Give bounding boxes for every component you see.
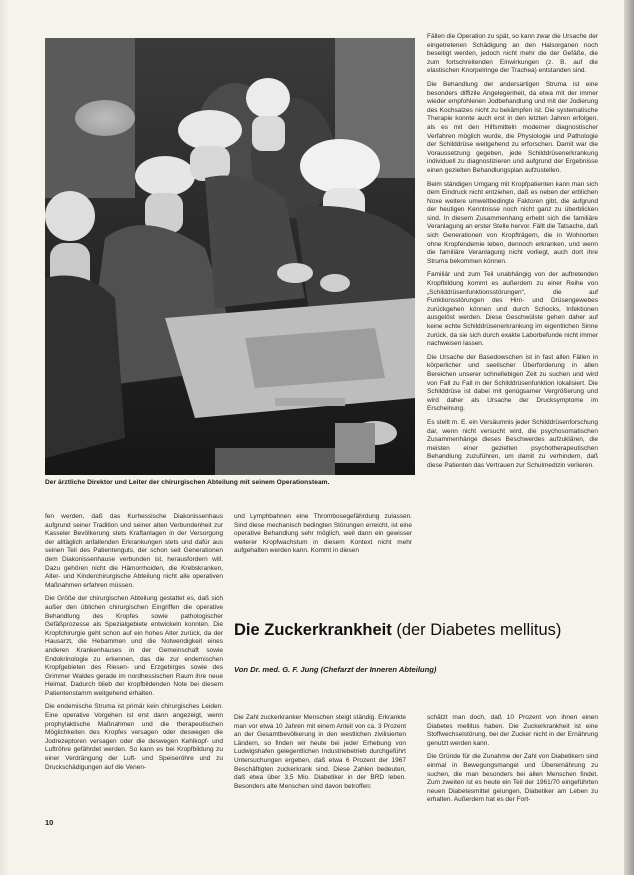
article-column-b [234,513,412,561]
article-column-c [234,714,406,796]
paragraph: Es stellt m. E. ein Versäumnis jeder Schilddrüsenforschung dar, wenn nicht versucht wird, die psychosomatischen Zusammenhänge dieses Beschwerdes aufzuklären, die meisten einer gezielten psychotherapeutischen Behandlung zuzuführen, um damit zu verhindern, daß diese Patienten das Vertrauen zur Schulmedizin verlieren. [427,418,598,469]
paragraph: Die Behandlung der andersartigen Struma ist eine besonders diffizile Angelegenheit, da etwa mit der immer wieder empfohlenen Jodbehandlung und mit der Jodierung des Kochsalzes nicht zu bekämpfen ist. Die systematische Therapie konnte auch erst in den letzten Jahren erfolgen, als es mit den Hilfsmitteln moderner diagnostischer Verfahren möglich wurde, die Physiologie und Pathologie der Schilddrüse weitgehend zu erforschen. Damit war die Voraussetzung gegeben, jede Schilddrüsenerkrankung individuell zu diagnostizieren und aufgrund der Ergebnisse einen gezielten Behandlungsplan aufzustellen. [427,80,598,174]
paragraph: Familiär und zum Teil unabhängig von der auftretenden Kropfbildung kommt es außerdem zu einer Reihe von „Schilddrüsenfunktionsstörungen“, die auf Funktionsstörungen des Hirn- und Drüsengewebes zurückgehen können und durch Schocks, Infektionen ausgelöst werden. Diese Geschwülste gehen daher auf keine echte Schilddrüsenerkrankung im eigentlichen Sinne zurück, da sie sich durch exakte Laborbefunde nicht immer nachweisen lassen. [427,271,598,348]
paragraph: Fällen die Operation zu spät, so kann zwar die Ursache der eingetretenen Schädigung an den Halsorganen noch beseitigt werden, jedoch nicht mehr die der Gefäße, die zum fortschreitenden Einwirkungen (z. B. auf die elastischen Knorpelringe der Trachea) entstanden sind. [427,33,598,75]
page-left-edge [0,0,8,875]
paragraph: Die Zahl zuckerkranker Menschen steigt ständig. Erkrankte man vor etwa 10 Jahren mit einem Anteil von ca. 3 Prozent an der Gesamtbevölkerung in den westlichen zivilisierten Ländern, so finden wir heute bei jeder Erhebung von Ludwigshafen gelegentlichen Industriebetrieb durchgeführt Untersuchungen ergeben, daß etwa 6 Prozent der 1967 Beschäftigten zuckerkrank sind. Diese Zahlen bedeuten, daß etwa über 3,5 Mio. Diabetiker in der BRD leben. Besonders alte Menschen sind davon betroffen: [234,714,406,790]
paragraph: Die Größe der chirurgischen Abteilung gestattet es, daß sich außer den üblichen chirurgischen Eingriffen die operative Behandlung des Kropfes sowie pathologischer Gefäßprozesse als Spezialgebiete entwickeln konnten. Die Kropfchirurgie geht schon auf ein hohes Alter zurück, da der Hausarzt, die Hebammen und die Notwendigkeit eines anderen Krankenhauses in der Gemeinschaft sowie Endokrinologie zu erkennen, das die zur endemischen Kropfgebieten des Riesen- und Erzgebirges sowie des Grimmer Waldes gerade im nordhessischen Raum ihre neue Heimat. Dadurch blieb der kropfbildenden Note bei diesem Patientenstamm weitgehend erhalten. [45,595,223,697]
article-byline: Von Dr. med. G. F. Jung (Chefarzt der Inneren Abteilung) [234,665,437,674]
article-column-right-top [427,33,598,476]
article-column-d [427,714,598,810]
article-heading [234,620,604,640]
photo-caption: Der ärztliche Direktor und Leiter der chirurgischen Abteilung mit seinem Operationsteam. [45,479,330,486]
paragraph: Beim ständigen Umgang mit Kropfpatienten kann man sich dem Eindruck nicht entziehen, daß es neben der erblichen Noxe weitere umweltbedingte Faktoren gibt, die aufgrund der heutigen Kenntnisse noch nicht ganz zu überblicken sind. In diesem Zusammenhang erhebt sich die familiäre Veranlagung an erster Stelle hervor. Fällt die Tatsache, daß sich Generationen von Kropfträgern, die in Wohnorten ohne Kropfendemie leben, dennoch erkranken, und wenn die familiäre Veranlagung nicht vorliegt, auch dort ihre Struma bekommen können. [427,180,598,265]
paragraph: und Lymphbahnen eine Thrombosegefährdung zulassen. Sind diese mechanisch bedingten Störungen erreicht, ist eine operative Behandlung sehr möglich, weil dann ein gewisser weiterer Kropfwachstum in diesem Kontext nicht mehr aufgehalten werden kann. Kommt in diesen [234,513,412,555]
article-column-a [45,513,223,777]
paragraph: schätzt man doch, daß 10 Prozent von ihnen einen Diabetes mellitus haben. Die Zuckerkrankheit ist eine Stoffwechselstörung, bei der Zucker nicht in der Ernährung genutzt werden kann. [427,714,598,747]
paragraph: fen werden, daß das Kurhessische Diakonissenhaus aufgrund seiner Tradition und seiner alten Verbundenheit zur Kasseler Bevölkerung stets Kraftanlagen in der Versorgung der alltäglich anfallenden Erkrankungen stets und dafür aus seinen Teil des Patientenguts, der schon seit Generationen dem Diakonissenhause verbunden ist, herausfordern will. Dazu gehören nicht die Hämorrhoiden, die Krebskranken, Alter- und Kinderchirurgische Abteilung nicht alle operativen Maßnahmen erfahren müssen. [45,513,223,589]
heading-sub: (der Diabetes mellitus) [391,621,562,639]
page-number: 10 [45,818,54,827]
paragraph: Die endemische Struma ist primär kein chirurgisches Leiden. Eine operative Vorgehen ist erst dann angezeigt, wenn prophylaktische Maßnahmen und die therapeutischen Möglichkeiten des Kropfes versagen oder deswegen die Jodrezeptoren versagen oder die deswegen Kehlkopf- und Luftröhre gefährdet werden. So kann es bei Kropfbildung zu einer Verdrängung der Luft- und Speiseröhre und zu Druckschädigungen auf die Venen- [45,703,223,771]
paragraph: Die Gründe für die Zunahme der Zahl von Diabetikern sind einmal in Bewegungsmangel und Überernährung zu suchen, die man besonders bei allen Menschen findet. Zum zweiten ist es heute ein Teil der 1961/70 eingeführten neuen Diabetesmittel gelungen, Diabetiker am Leben zu erhalten. Außerdem hat es der Fort- [427,753,598,804]
paragraph: Die Ursache der Basedowschen ist in fast allen Fällen in körperlicher und seelischer Überforderung in allen Bereichen unserer schnellebigen Zeit zu suchen und wird von Fall zu Fall in der Schilddrüsenfunktion lokalisiert. Die Schilddrüse ist dabei mit genügsamer Vergrößerung und wird daher als Ursache der Drucksymptome im Erscheinung. [427,353,598,413]
operating-team-photo [45,38,415,475]
heading-main: Die Zuckerkrankheit [234,621,392,639]
page-spine-shadow [624,0,634,875]
